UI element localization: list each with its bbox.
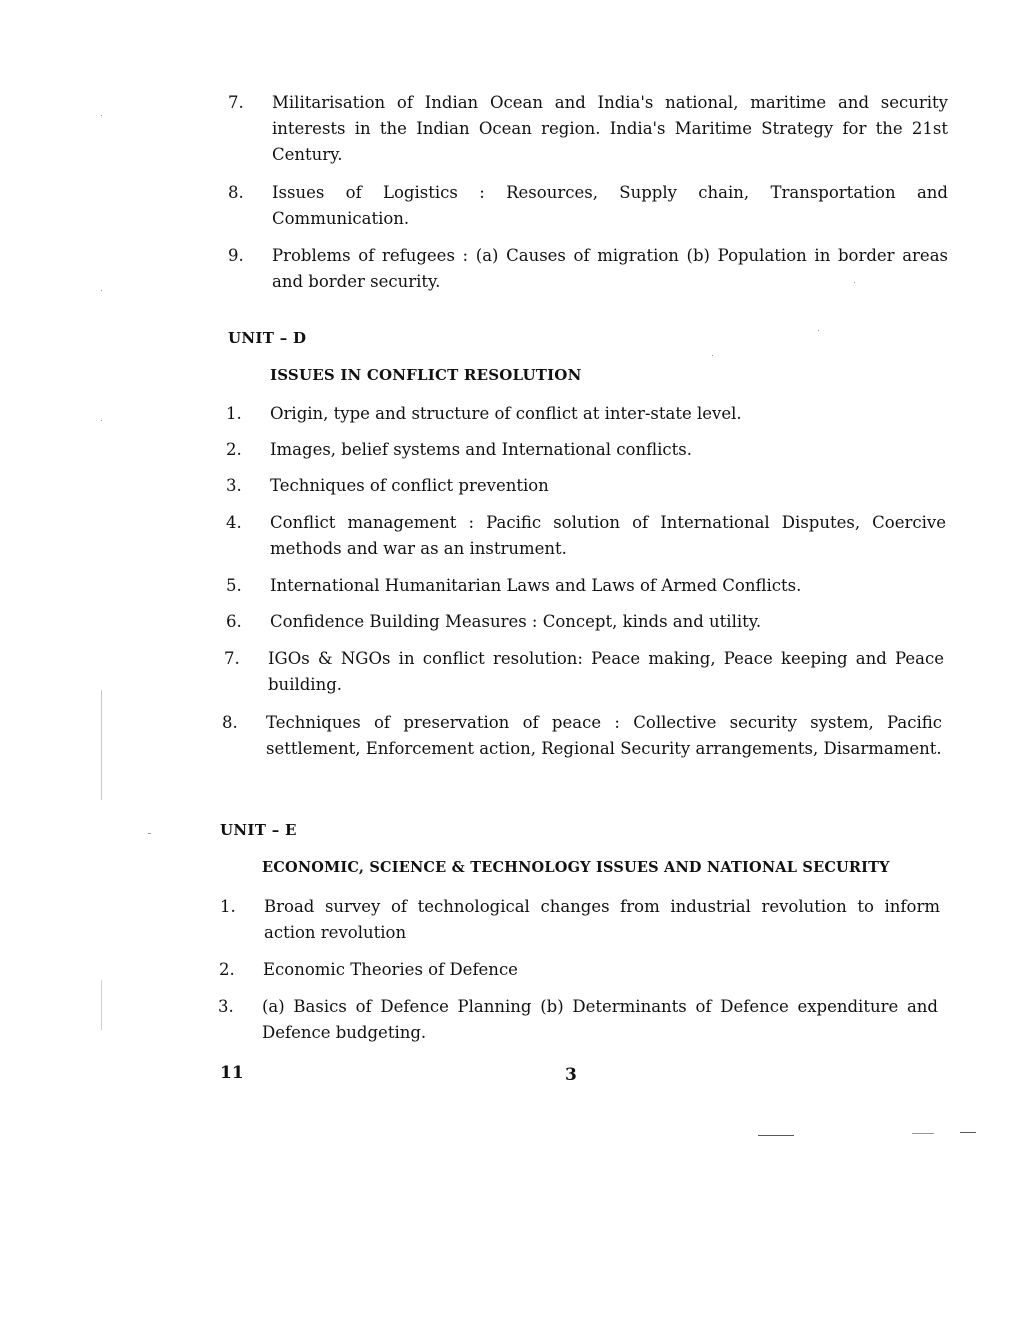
scan-speck xyxy=(101,290,102,291)
item-number: 1. xyxy=(226,404,242,423)
item-number: 7. xyxy=(228,93,244,112)
item-text: Broad survey of technological changes from industrial revolution to inform action revolution xyxy=(264,897,940,942)
item-text: Conflict management : Pacific solution of International Disputes, Coercive methods and war as an instrument. xyxy=(270,513,946,558)
scan-margin-dots xyxy=(101,690,102,800)
unit-e-title: ECONOMIC, SCIENCE & TECHNOLOGY ISSUES AND NATIONAL SECURITY xyxy=(262,859,890,876)
item-number: 5. xyxy=(226,576,242,595)
scan-speck xyxy=(101,115,102,116)
scan-speck xyxy=(854,282,855,283)
item-number: 9. xyxy=(228,246,244,265)
list-item xyxy=(226,473,946,499)
list-item xyxy=(226,609,946,635)
item-number: 3. xyxy=(218,997,234,1016)
item-number: 1. xyxy=(220,897,236,916)
item-text: International Humanitarian Laws and Laws of Armed Conflicts. xyxy=(270,576,802,595)
item-number: 8. xyxy=(228,183,244,202)
scan-speck xyxy=(101,420,102,421)
item-number: 4. xyxy=(226,513,242,532)
item-text: Militarisation of Indian Ocean and India's national, maritime and security interests in the Indian Ocean region. India's Maritime Strategy for the 21st Century. xyxy=(272,93,948,164)
item-text: (a) Basics of Defence Planning (b) Determinants of Defence expenditure and Defence budgeting. xyxy=(262,997,938,1042)
unit-e-heading: UNIT – E xyxy=(220,821,297,839)
item-text: Problems of refugees : (a) Causes of migration (b) Population in border areas and border security. xyxy=(272,246,948,291)
list-item xyxy=(224,646,944,698)
item-text: IGOs & NGOs in conflict resolution: Peace making, Peace keeping and Peace building. xyxy=(268,649,944,694)
list-item xyxy=(219,957,939,983)
scan-speck xyxy=(818,330,819,331)
item-number: 2. xyxy=(219,960,235,979)
list-item xyxy=(226,401,946,427)
scan-line-fragment xyxy=(912,1133,934,1134)
scan-margin-dots xyxy=(101,980,102,1030)
scan-speck xyxy=(148,833,151,834)
item-text: Issues of Logistics : Resources, Supply chain, Transportation and Communication. xyxy=(272,183,948,228)
list-item xyxy=(226,437,946,463)
list-item xyxy=(218,994,938,1046)
unit-d-heading: UNIT – D xyxy=(228,329,307,347)
list-item xyxy=(222,710,942,762)
item-number: 3. xyxy=(226,476,242,495)
scan-speck xyxy=(712,355,713,356)
scan-line-fragment xyxy=(758,1135,794,1136)
item-number: 2. xyxy=(226,440,242,459)
scan-line-fragment xyxy=(960,1132,976,1133)
list-item xyxy=(226,573,946,599)
item-text: Techniques of conflict prevention xyxy=(270,476,549,495)
item-text: Techniques of preservation of peace : Collective security system, Pacific settlement, Enforcement action, Regional Security arrangements, Disarmament. xyxy=(266,713,942,758)
item-number: 6. xyxy=(226,612,242,631)
list-item xyxy=(228,90,948,168)
list-item xyxy=(228,180,948,232)
list-item xyxy=(226,510,946,562)
list-item xyxy=(220,894,940,946)
item-number: 8. xyxy=(222,713,238,732)
item-number: 7. xyxy=(224,649,240,668)
unit-d-title: ISSUES IN CONFLICT RESOLUTION xyxy=(270,366,582,384)
item-text: Economic Theories of Defence xyxy=(263,960,518,979)
item-text: Images, belief systems and International conflicts. xyxy=(270,440,692,459)
item-text: Origin, type and structure of conflict at inter-state level. xyxy=(270,404,742,423)
footer-left-number: 11 xyxy=(220,1063,244,1083)
item-text: Confidence Building Measures : Concept, kinds and utility. xyxy=(270,612,762,631)
list-item xyxy=(228,243,948,295)
page-number: 3 xyxy=(565,1065,577,1085)
